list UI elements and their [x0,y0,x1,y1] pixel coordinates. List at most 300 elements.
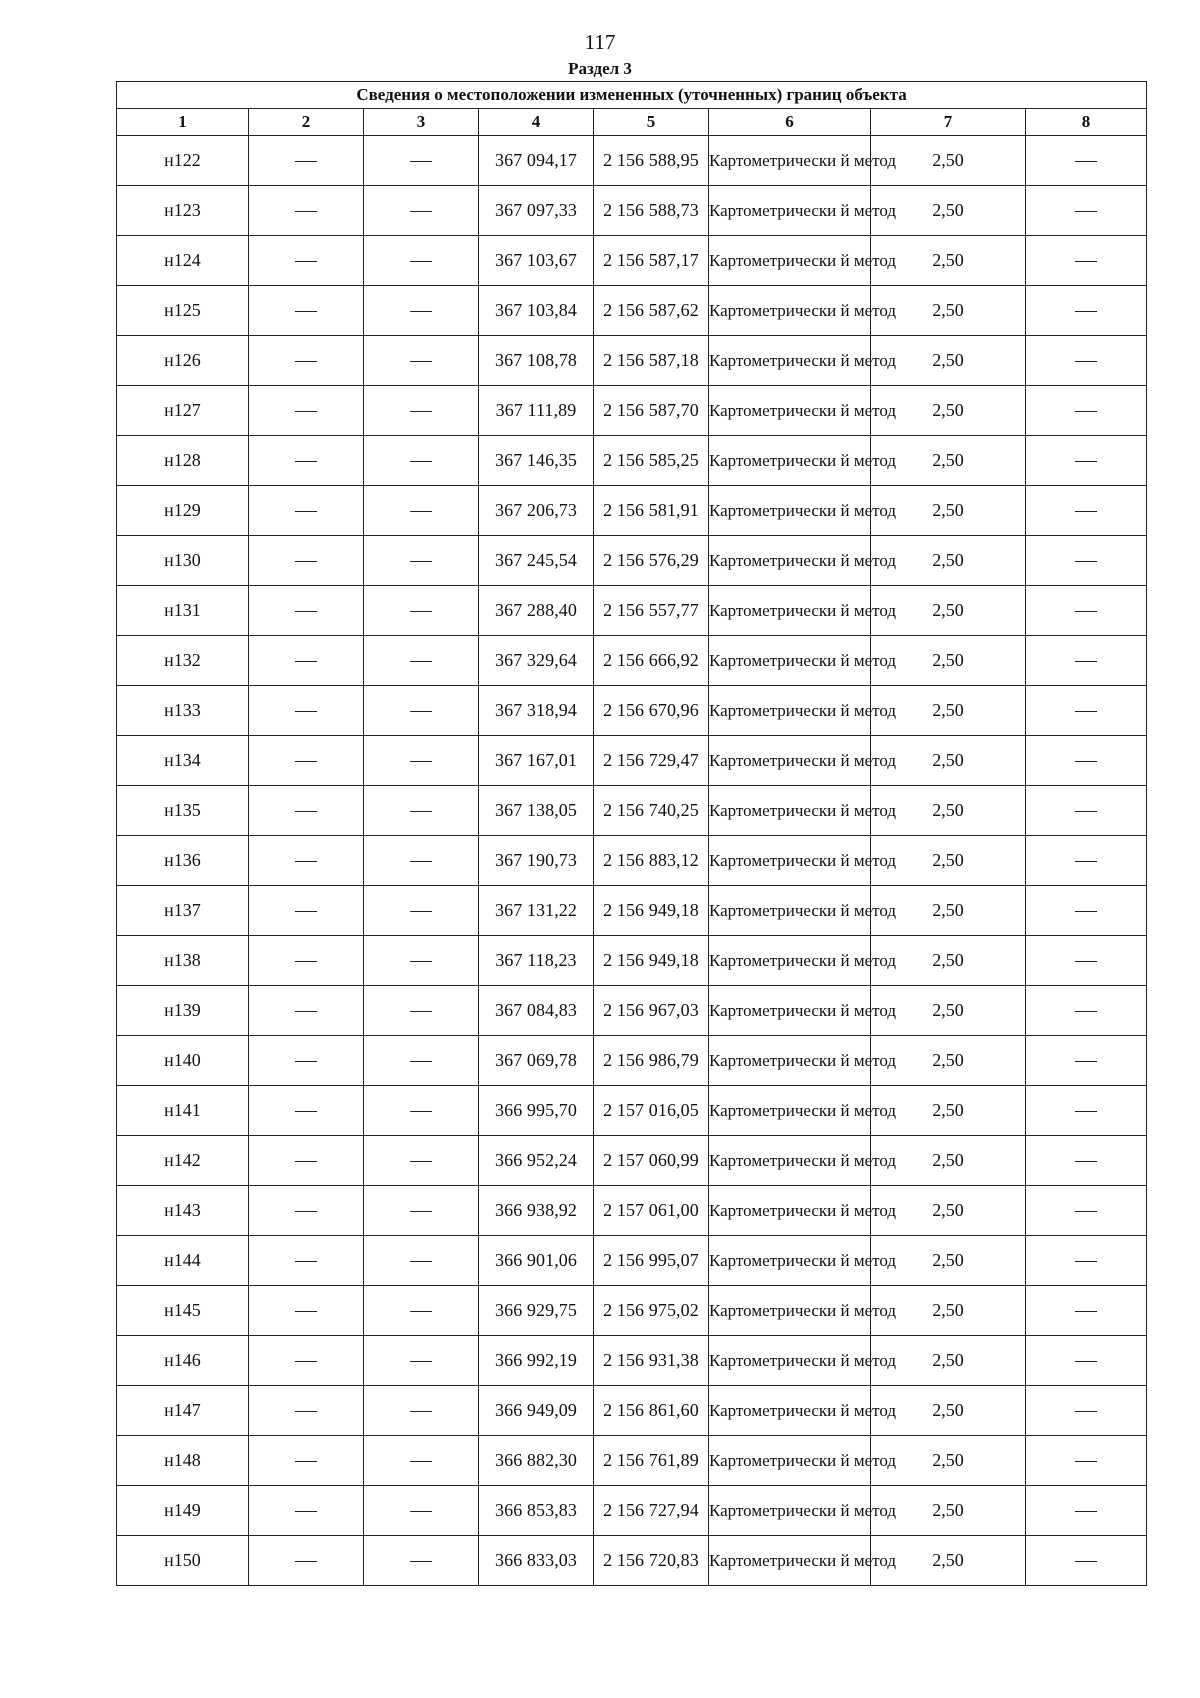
empty-cell-col3 [364,536,479,586]
empty-cell-col3 [364,936,479,986]
dash-mark [410,1411,432,1412]
empty-cell-col3 [364,1036,479,1086]
section-title: Раздел 3 [568,59,632,78]
y-coordinate-cell: 2 156 720,83 [594,1536,709,1586]
method-text: Картометрически й метод [709,150,897,170]
dash-mark [410,911,432,912]
method-cell [709,536,897,586]
method-cell [709,1336,897,1386]
point-name-cell: н138 [117,936,249,986]
point-name-cell: н139 [117,986,249,1036]
accuracy-cell: 2,50 [871,786,1026,836]
dash-mark [1075,461,1097,462]
column-number-1: 1 [117,109,249,136]
empty-cell-col3 [364,1486,479,1536]
dash-mark [1075,661,1097,662]
empty-cell-col8 [1026,686,1147,736]
point-name-cell: н140 [117,1036,249,1086]
dash-mark [1075,1111,1097,1112]
dash-mark [295,911,317,912]
dash-mark [295,1311,317,1312]
y-coordinate-cell: 2 156 949,18 [594,936,709,986]
y-coordinate-cell: 2 156 995,07 [594,1236,709,1286]
method-cell [709,1486,897,1536]
x-coordinate-cell: 366 938,92 [479,1186,594,1236]
empty-cell-col8 [1026,1236,1147,1286]
empty-cell-col2 [249,486,364,536]
x-coordinate-cell: 367 084,83 [479,986,594,1036]
dash-mark [1075,861,1097,862]
x-coordinate-cell: 367 097,33 [479,186,594,236]
empty-cell-col8 [1026,786,1147,836]
x-coordinate-cell: 366 901,06 [479,1236,594,1286]
empty-cell-col2 [249,936,364,986]
empty-cell-col3 [364,736,479,786]
dash-mark [295,711,317,712]
column-number-4: 4 [479,109,594,136]
y-coordinate-cell: 2 156 727,94 [594,1486,709,1536]
dash-mark [410,411,432,412]
dash-mark [295,811,317,812]
dash-mark [295,211,317,212]
empty-cell-col3 [364,986,479,1036]
dash-mark [295,761,317,762]
dash-mark [295,1111,317,1112]
method-text: Картометрически й метод [709,450,897,470]
method-cell [709,836,897,886]
y-coordinate-cell: 2 156 967,03 [594,986,709,1036]
empty-cell-col8 [1026,286,1147,336]
method-text: Картометрически й метод [709,300,897,320]
y-coordinate-cell: 2 156 931,38 [594,1336,709,1386]
method-text: Картометрически й метод [709,500,897,520]
point-name-cell: н141 [117,1086,249,1136]
dash-mark [410,761,432,762]
method-text: Картометрически й метод [709,350,897,370]
point-name-cell: н148 [117,1436,249,1486]
y-coordinate-cell: 2 156 587,62 [594,286,709,336]
x-coordinate-cell: 367 103,84 [479,286,594,336]
x-coordinate-cell: 366 949,09 [479,1386,594,1436]
empty-cell-col8 [1026,1136,1147,1186]
method-cell [709,636,897,686]
dash-mark [295,1361,317,1362]
empty-cell-col2 [249,236,364,286]
table-row [117,236,1147,286]
y-coordinate-cell: 2 156 670,96 [594,686,709,736]
empty-cell-col8 [1026,186,1147,236]
x-coordinate-cell: 367 131,22 [479,886,594,936]
point-name-cell: н131 [117,586,249,636]
empty-cell-col3 [364,1336,479,1386]
empty-cell-col2 [249,1336,364,1386]
x-coordinate-cell: 366 929,75 [479,1286,594,1336]
accuracy-cell: 2,50 [871,1336,1026,1386]
method-text: Картометрически й метод [709,600,897,620]
dash-mark [295,511,317,512]
dash-mark [295,1511,317,1512]
accuracy-cell: 2,50 [871,1086,1026,1136]
method-cell [709,1386,897,1436]
x-coordinate-cell: 366 995,70 [479,1086,594,1136]
dash-mark [410,1211,432,1212]
y-coordinate-cell: 2 157 016,05 [594,1086,709,1136]
page-number: 117 [584,30,616,54]
point-name-cell: н135 [117,786,249,836]
y-coordinate-cell: 2 156 581,91 [594,486,709,536]
y-coordinate-cell: 2 156 557,77 [594,586,709,636]
empty-cell-col2 [249,586,364,636]
empty-cell-col2 [249,1286,364,1336]
column-number-3: 3 [364,109,479,136]
empty-cell-col8 [1026,1286,1147,1336]
method-cell [709,286,897,336]
x-coordinate-cell: 367 103,67 [479,236,594,286]
dash-mark [410,461,432,462]
dash-mark [295,461,317,462]
dash-mark [1075,311,1097,312]
dash-mark [410,211,432,212]
y-coordinate-cell: 2 156 883,12 [594,836,709,886]
table-row [117,1036,1147,1086]
y-coordinate-cell: 2 156 587,18 [594,336,709,386]
empty-cell-col2 [249,1536,364,1586]
accuracy-cell: 2,50 [871,636,1026,686]
dash-mark [295,1411,317,1412]
column-number-row [117,109,1147,136]
empty-cell-col8 [1026,136,1147,186]
dash-mark [410,1311,432,1312]
method-text: Картометрически й метод [709,1050,897,1070]
dash-mark [410,1011,432,1012]
table-row [117,1386,1147,1436]
table-row [117,986,1147,1036]
method-cell [709,1086,897,1136]
accuracy-cell: 2,50 [871,1386,1026,1436]
dash-mark [1075,611,1097,612]
y-coordinate-cell: 2 156 587,70 [594,386,709,436]
point-name-cell: н150 [117,1536,249,1586]
method-cell [709,436,897,486]
method-text: Картометрически й метод [709,1350,897,1370]
x-coordinate-cell: 366 882,30 [479,1436,594,1486]
accuracy-cell: 2,50 [871,1536,1026,1586]
method-cell [709,786,897,836]
method-cell [709,736,897,786]
empty-cell-col8 [1026,236,1147,286]
table-row [117,786,1147,836]
dash-mark [1075,561,1097,562]
x-coordinate-cell: 367 108,78 [479,336,594,386]
accuracy-cell: 2,50 [871,986,1026,1036]
method-text: Картометрически й метод [709,750,897,770]
empty-cell-col3 [364,686,479,736]
empty-cell-col3 [364,336,479,386]
dash-mark [1075,1261,1097,1262]
table-row [117,336,1147,386]
dash-mark [1075,911,1097,912]
point-name-cell: н142 [117,1136,249,1186]
table-row [117,736,1147,786]
empty-cell-col2 [249,1386,364,1436]
empty-cell-col2 [249,286,364,336]
dash-mark [295,1461,317,1462]
table-row [117,186,1147,236]
dash-mark [295,361,317,362]
accuracy-cell: 2,50 [871,886,1026,936]
method-cell [709,1036,897,1086]
empty-cell-col3 [364,1386,479,1436]
x-coordinate-cell: 367 288,40 [479,586,594,636]
point-name-cell: н128 [117,436,249,486]
method-cell [709,936,897,986]
empty-cell-col2 [249,1236,364,1286]
empty-cell-col8 [1026,1536,1147,1586]
dash-mark [1075,961,1097,962]
point-name-cell: н125 [117,286,249,336]
point-name-cell: н136 [117,836,249,886]
table-row [117,686,1147,736]
accuracy-cell: 2,50 [871,136,1026,186]
empty-cell-col2 [249,736,364,786]
accuracy-cell: 2,50 [871,1436,1026,1486]
empty-cell-col3 [364,286,479,336]
empty-cell-col2 [249,186,364,236]
table-row [117,636,1147,686]
dash-mark [410,561,432,562]
method-cell [709,586,897,636]
method-text: Картометрически й метод [709,650,897,670]
empty-cell-col2 [249,1486,364,1536]
dash-mark [1075,811,1097,812]
column-number-8: 8 [1026,109,1147,136]
dash-mark [410,1261,432,1262]
empty-cell-col8 [1026,536,1147,586]
y-coordinate-cell: 2 156 761,89 [594,1436,709,1486]
empty-cell-col2 [249,1186,364,1236]
dash-mark [1075,411,1097,412]
dash-mark [410,711,432,712]
method-cell [709,486,897,536]
dash-mark [410,511,432,512]
empty-cell-col8 [1026,1436,1147,1486]
method-cell [709,1436,897,1486]
dash-mark [295,1061,317,1062]
y-coordinate-cell: 2 156 576,29 [594,536,709,586]
dash-mark [410,1511,432,1512]
point-name-cell: н144 [117,1236,249,1286]
table-row [117,1086,1147,1136]
empty-cell-col2 [249,386,364,436]
x-coordinate-cell: 367 138,05 [479,786,594,836]
table-row [117,1286,1147,1336]
accuracy-cell: 2,50 [871,1186,1026,1236]
empty-cell-col8 [1026,1486,1147,1536]
method-text: Картометрически й метод [709,1450,897,1470]
empty-cell-col3 [364,1236,479,1286]
method-cell [709,186,897,236]
dash-mark [410,961,432,962]
point-name-cell: н149 [117,1486,249,1536]
empty-cell-col2 [249,686,364,736]
accuracy-cell: 2,50 [871,486,1026,536]
empty-cell-col2 [249,136,364,186]
method-cell [709,686,897,736]
dash-mark [410,811,432,812]
dash-mark [295,961,317,962]
dash-mark [410,611,432,612]
dash-mark [295,1161,317,1162]
x-coordinate-cell: 367 146,35 [479,436,594,486]
point-name-cell: н126 [117,336,249,386]
point-name-cell: н145 [117,1286,249,1336]
dash-mark [1075,511,1097,512]
accuracy-cell: 2,50 [871,686,1026,736]
empty-cell-col3 [364,386,479,436]
boundary-coordinates-table [116,81,1147,1586]
method-cell [709,236,897,286]
accuracy-cell: 2,50 [871,1136,1026,1186]
dash-mark [1075,361,1097,362]
empty-cell-col8 [1026,886,1147,936]
y-coordinate-cell: 2 156 588,95 [594,136,709,186]
point-name-cell: н124 [117,236,249,286]
accuracy-cell: 2,50 [871,1286,1026,1336]
point-name-cell: н122 [117,136,249,186]
empty-cell-col2 [249,636,364,686]
accuracy-cell: 2,50 [871,936,1026,986]
point-name-cell: н129 [117,486,249,536]
dash-mark [295,261,317,262]
dash-mark [410,1561,432,1562]
table-row [117,136,1147,186]
x-coordinate-cell: 367 318,94 [479,686,594,736]
table-row [117,286,1147,336]
method-text: Картометрически й метод [709,1000,897,1020]
point-name-cell: н133 [117,686,249,736]
empty-cell-col2 [249,836,364,886]
column-number-5: 5 [594,109,709,136]
table-row [117,1536,1147,1586]
empty-cell-col3 [364,786,479,836]
method-cell [709,336,897,386]
y-coordinate-cell: 2 156 729,47 [594,736,709,786]
empty-cell-col2 [249,986,364,1036]
dash-mark [1075,211,1097,212]
empty-cell-col3 [364,136,479,186]
dash-mark [410,1161,432,1162]
accuracy-cell: 2,50 [871,236,1026,286]
accuracy-cell: 2,50 [871,1486,1026,1536]
empty-cell-col8 [1026,1336,1147,1386]
table-row [117,436,1147,486]
method-cell [709,136,897,186]
method-text: Картометрически й метод [709,550,897,570]
method-text: Картометрически й метод [709,1150,897,1170]
dash-mark [410,1061,432,1062]
column-number-2: 2 [249,109,364,136]
empty-cell-col3 [364,586,479,636]
method-text: Картометрически й метод [709,200,897,220]
method-cell [709,986,897,1036]
dash-mark [295,411,317,412]
x-coordinate-cell: 367 206,73 [479,486,594,536]
dash-mark [1075,1561,1097,1562]
y-coordinate-cell: 2 157 061,00 [594,1186,709,1236]
dash-mark [295,1211,317,1212]
dash-mark [1075,261,1097,262]
method-cell [709,1186,897,1236]
dash-mark [295,611,317,612]
empty-cell-col2 [249,886,364,936]
table-row [117,586,1147,636]
y-coordinate-cell: 2 156 587,17 [594,236,709,286]
y-coordinate-cell: 2 156 975,02 [594,1286,709,1336]
empty-cell-col2 [249,436,364,486]
dash-mark [410,1361,432,1362]
table-row [117,836,1147,886]
table-row [117,386,1147,436]
empty-cell-col8 [1026,486,1147,536]
table-body [117,136,1147,1586]
dash-mark [295,861,317,862]
dash-mark [410,261,432,262]
dash-mark [295,661,317,662]
empty-cell-col8 [1026,1186,1147,1236]
x-coordinate-cell: 366 992,19 [479,1336,594,1386]
method-text: Картометрически й метод [709,250,897,270]
method-text: Картометрически й метод [709,1100,897,1120]
table-row [117,1336,1147,1386]
table-row [117,1186,1147,1236]
empty-cell-col8 [1026,336,1147,386]
empty-cell-col8 [1026,436,1147,486]
point-name-cell: н143 [117,1186,249,1236]
method-text: Картометрически й метод [709,1550,897,1570]
empty-cell-col3 [364,1086,479,1136]
y-coordinate-cell: 2 156 588,73 [594,186,709,236]
empty-cell-col8 [1026,936,1147,986]
method-text: Картометрически й метод [709,900,897,920]
method-text: Картометрически й метод [709,800,897,820]
dash-mark [295,1011,317,1012]
table-caption-row [117,82,1147,109]
dash-mark [1075,711,1097,712]
accuracy-cell: 2,50 [871,536,1026,586]
empty-cell-col2 [249,1436,364,1486]
empty-cell-col2 [249,786,364,836]
empty-cell-col2 [249,1036,364,1086]
table-row [117,1136,1147,1186]
y-coordinate-cell: 2 156 986,79 [594,1036,709,1086]
y-coordinate-cell: 2 156 949,18 [594,886,709,936]
dash-mark [410,1111,432,1112]
point-name-cell: н127 [117,386,249,436]
y-coordinate-cell: 2 156 585,25 [594,436,709,486]
dash-mark [1075,1461,1097,1462]
table-row [117,1486,1147,1536]
table-row [117,936,1147,986]
empty-cell-col3 [364,1286,479,1336]
method-text: Картометрически й метод [709,700,897,720]
x-coordinate-cell: 367 118,23 [479,936,594,986]
empty-cell-col8 [1026,386,1147,436]
x-coordinate-cell: 366 853,83 [479,1486,594,1536]
accuracy-cell: 2,50 [871,1036,1026,1086]
x-coordinate-cell: 367 069,78 [479,1036,594,1086]
dash-mark [410,361,432,362]
point-name-cell: н130 [117,536,249,586]
